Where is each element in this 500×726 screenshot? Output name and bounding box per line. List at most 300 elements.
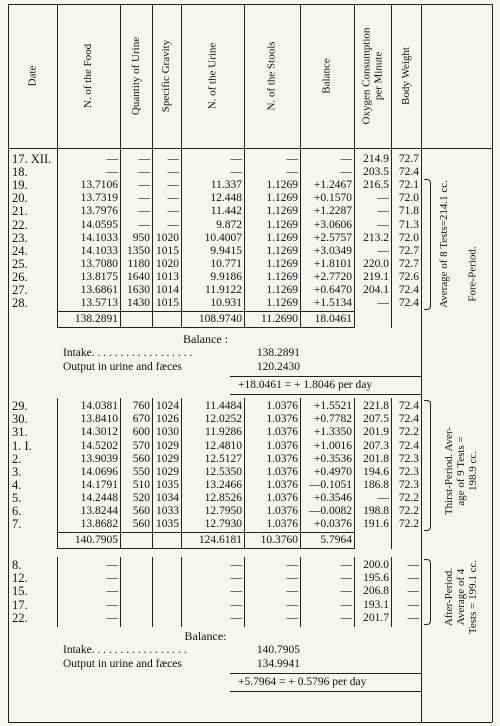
cell-n-stools: 1.1269	[266, 192, 298, 205]
cell-sp-gravity	[152, 612, 179, 625]
cell-n-urine: 11.442	[210, 205, 242, 218]
cell-n-stools: 1.1269	[266, 284, 298, 296]
cell-n-stools: 1.0376	[266, 426, 298, 439]
cell-n-urine: 12.5127	[204, 452, 242, 465]
cell-body-weight: 72.2	[398, 426, 419, 439]
cell-body-weight: 72.2	[398, 518, 419, 531]
cell-qty-urine: 1180	[127, 257, 150, 270]
header-label: N. of the Stools	[266, 41, 278, 111]
cell-n-urine: 12.4810	[204, 439, 242, 452]
fore-balance-title: Balance :	[183, 332, 228, 347]
cell-balance: +1.5134	[313, 297, 352, 310]
cell-sp-gravity	[152, 585, 179, 598]
col-rule-end-0	[421, 4, 422, 328]
cell-oxygen: 198.8	[363, 505, 389, 517]
bottom-rule	[8, 722, 492, 723]
cell-qty-urine: 1430	[127, 297, 150, 310]
header-line: per Minute	[372, 51, 385, 101]
cell-date: 12.	[12, 571, 28, 586]
cell-body-weight: 72.2	[398, 505, 419, 517]
cell-n-urine: 10.771	[210, 257, 242, 270]
cell-body-weight: 72.3	[398, 478, 419, 491]
cell-body-weight: 72.2	[398, 491, 419, 504]
cell-oxygen: 219.1	[363, 270, 389, 283]
cell-qty-urine: 510	[132, 478, 150, 491]
header-qty-urine	[120, 6, 152, 146]
cell-n-urine: —	[230, 559, 242, 572]
cell-n-food: 13.8175	[80, 270, 118, 283]
cell-n-food: 13.7319	[80, 192, 118, 205]
fore-total-n-stools: 11.2690	[261, 313, 298, 326]
final-balance-bottom-rule	[230, 691, 421, 692]
cell-balance: +1.8101	[313, 257, 352, 270]
header-label: N. of the Urine	[206, 42, 219, 110]
after-period-label-line: After-Period.	[443, 567, 456, 627]
cell-n-stools: —	[286, 611, 298, 624]
cell-qty-urine: 550	[132, 465, 150, 478]
cell-body-weight: 72.4	[398, 413, 419, 426]
cell-n-food: 14.0595	[80, 218, 118, 231]
fore-period-label-text	[467, 246, 479, 301]
cell-n-urine: 10.4007	[204, 231, 242, 244]
thirst-total-n-stools: 10.3760	[260, 534, 298, 547]
cell-oxygen: —	[377, 218, 389, 231]
cell-sp-gravity: 1026	[156, 413, 179, 426]
cell-n-urine: 12.5350	[204, 465, 242, 478]
cell-body-weight: —	[407, 585, 419, 598]
cell-n-stools: —	[286, 598, 298, 611]
cell-body-weight: —	[407, 572, 419, 585]
cell-sp-gravity: 1015	[156, 297, 179, 310]
cell-date: 30.	[12, 412, 28, 427]
cell-n-urine: 9.9186	[210, 270, 242, 283]
cell-sp-gravity: —	[167, 192, 179, 205]
cell-sp-gravity: 1034	[156, 491, 179, 504]
cell-n-stools: 1.1269	[266, 231, 298, 244]
cell-n-stools: 1.1269	[266, 244, 298, 257]
cell-body-weight: —	[407, 559, 419, 572]
cell-date: 1. I.	[12, 438, 32, 453]
cell-qty-urine	[120, 572, 150, 585]
final-balance-rule	[230, 673, 421, 674]
after-period-label-text	[443, 560, 479, 634]
fore-total-n-food: 138.2891	[74, 313, 118, 326]
cell-n-food: 14.0381	[80, 400, 118, 413]
cell-n-stools: —	[286, 153, 298, 165]
cell-n-stools: —	[286, 559, 298, 572]
side-rule-c	[421, 549, 422, 557]
cell-body-weight: 72.4	[398, 400, 419, 413]
side-rule-d	[492, 549, 493, 557]
fore-intake-value: 138.2891	[256, 347, 300, 360]
side-rule-e	[421, 627, 422, 722]
cell-oxygen: 221.8	[363, 400, 389, 413]
cell-body-weight: 72.4	[398, 439, 419, 452]
cell-n-urine: 12.0252	[204, 413, 242, 426]
cell-balance: +1.5521	[313, 400, 352, 413]
cell-n-food: —	[106, 598, 118, 611]
cell-n-food: —	[106, 611, 118, 624]
cell-sp-gravity: —	[167, 153, 179, 165]
cell-n-urine: 12.7930	[204, 518, 242, 531]
side-rule-a	[421, 328, 422, 398]
cell-qty-urine	[120, 559, 150, 572]
cell-body-weight: 72.4	[398, 297, 419, 310]
cell-qty-urine	[120, 599, 150, 612]
thirst-period-label	[433, 394, 489, 547]
header-line: Oxygen Consumption	[360, 27, 373, 125]
cell-balance: +0.0376	[313, 518, 352, 531]
fore-period-label	[458, 153, 488, 394]
cell-date: 22.	[12, 217, 28, 232]
after-period-label-line: Tests = 199.1 cc.	[467, 559, 480, 635]
after-period-label	[433, 557, 489, 637]
cell-n-stools: —	[286, 585, 298, 598]
cell-sp-gravity	[152, 559, 179, 572]
fore-output-value: 120.2430	[256, 361, 300, 374]
cell-sp-gravity: 1013	[156, 270, 179, 283]
cell-n-food: 13.5713	[80, 297, 118, 310]
cell-balance: +1.2287	[313, 205, 352, 218]
cell-n-stools: 1.1269	[266, 179, 298, 192]
cell-oxygen: 194.6	[363, 465, 389, 478]
cell-sp-gravity: 1014	[156, 284, 179, 296]
cell-n-stools: 1.1269	[266, 297, 298, 310]
cell-sp-gravity: 1035	[156, 478, 179, 491]
cell-qty-urine: 670	[132, 413, 150, 426]
cell-n-urine: —	[230, 611, 242, 624]
cell-sp-gravity: 1029	[156, 452, 179, 465]
cell-sp-gravity: 1020	[156, 257, 179, 270]
cell-oxygen: 216.5	[363, 179, 389, 192]
cell-n-stools: 1.0376	[266, 413, 298, 426]
cell-sp-gravity: 1035	[156, 518, 179, 531]
cell-date: 29.	[12, 399, 28, 414]
fore-intake-label: Intake. . . . . . . . . . . . . . . . . .	[63, 347, 193, 360]
cell-oxygen: 220.0	[363, 257, 389, 270]
cell-n-food: 14.1791	[80, 478, 118, 491]
cell-qty-urine: 760	[132, 400, 150, 413]
cell-n-food: 13.7106	[80, 179, 118, 192]
cell-balance: +3.0349	[313, 244, 352, 257]
cell-balance: —	[340, 166, 352, 179]
cell-date: 8.	[12, 558, 22, 573]
final-output-label: Output in urine and fæces	[63, 657, 182, 670]
fore-period-label-line: Fore-Period.	[467, 245, 480, 302]
after-brace	[424, 559, 431, 625]
thirst-brace	[424, 400, 431, 531]
cell-n-food: 14.1033	[80, 244, 118, 257]
cell-date: 17.	[12, 597, 28, 612]
cell-date: 23.	[12, 230, 28, 245]
cell-n-stools: 1.0376	[266, 439, 298, 452]
cell-n-food: —	[106, 585, 118, 598]
col-rule-outer-1	[492, 398, 493, 549]
cell-date: 21.	[12, 204, 28, 219]
cell-n-urine: 11.9122	[205, 284, 242, 296]
cell-qty-urine: 560	[132, 518, 150, 531]
final-intake-value: 140.7905	[256, 643, 300, 656]
col-rule-end-2	[421, 557, 422, 627]
cell-n-urine: 11.9286	[205, 426, 242, 439]
cell-date: 2.	[12, 451, 22, 466]
cell-body-weight: 72.7	[398, 244, 419, 257]
final-balance-result: +5.7964 = + 0.5796 per day	[238, 675, 367, 688]
cell-sp-gravity: 1029	[156, 439, 179, 452]
cell-n-urine: 11.337	[210, 179, 242, 192]
header-body-weight	[391, 6, 421, 146]
cell-oxygen: 206.8	[363, 585, 389, 598]
cell-date: 27.	[12, 283, 28, 297]
cell-oxygen: 200.0	[363, 559, 389, 572]
cell-n-food: 13.8682	[80, 518, 118, 531]
cell-balance: —	[340, 559, 352, 572]
cell-n-food: 14.2448	[80, 491, 118, 504]
cell-date: 20.	[12, 191, 28, 206]
cell-date: 17. XII.	[12, 152, 52, 166]
cell-body-weight: 72.4	[398, 166, 419, 179]
thirst-period-label-line: Thirst-Period. Aver-	[443, 426, 456, 515]
cell-date: 6.	[12, 504, 22, 518]
cell-sp-gravity: —	[167, 218, 179, 231]
cell-oxygen: 186.8	[363, 478, 389, 491]
cell-qty-urine: 560	[132, 505, 150, 517]
cell-n-urine: 12.8526	[204, 491, 242, 504]
fore-balance-bottom-rule	[230, 394, 421, 395]
col-rule-outer-0	[492, 4, 493, 328]
cell-n-urine: —	[230, 598, 242, 611]
cell-sp-gravity	[152, 599, 179, 612]
thirst-total-balance: 5.7964	[320, 534, 352, 547]
cell-date: 18.	[12, 165, 28, 180]
cell-n-stools: —	[286, 572, 298, 585]
cell-n-food: —	[106, 572, 118, 585]
cell-date: 26.	[12, 269, 28, 284]
cell-balance: +0.1570	[313, 192, 352, 205]
cell-n-stools: 1.0376	[266, 518, 298, 531]
cell-balance: —	[340, 598, 352, 611]
header-n-urine	[181, 6, 244, 146]
cell-balance: +0.4970	[313, 465, 352, 478]
cell-sp-gravity	[152, 572, 179, 585]
cell-date: 5.	[12, 490, 22, 505]
cell-sp-gravity: 1033	[156, 505, 179, 517]
cell-n-stools: 1.0376	[266, 465, 298, 478]
fore-total-n-urine: 108.9740	[198, 313, 242, 326]
cell-n-urine: —	[230, 166, 242, 179]
cell-n-urine: 12.448	[210, 192, 242, 205]
cell-oxygen: 195.6	[363, 572, 389, 585]
cell-body-weight: 72.3	[398, 465, 419, 478]
thirst-totals-bottom-rule	[57, 548, 354, 549]
cell-n-urine: 9.9415	[210, 244, 242, 257]
cell-body-weight: —	[407, 611, 419, 624]
cell-sp-gravity: 1030	[156, 426, 179, 439]
col-rule-end-1	[421, 398, 422, 549]
cell-body-weight: 72.4	[398, 284, 419, 296]
cell-oxygen: —	[377, 491, 389, 504]
cell-n-stools: 1.1269	[266, 270, 298, 283]
cell-n-urine: —	[230, 153, 242, 165]
final-balance-title: Balance:	[184, 628, 227, 643]
cell-body-weight: 72.7	[398, 153, 419, 165]
cell-n-food: 14.5202	[80, 439, 118, 452]
header-oxygen	[354, 6, 391, 146]
cell-sp-gravity: 1020	[156, 231, 179, 244]
cell-date: 31.	[12, 425, 28, 440]
cell-n-food: —	[106, 153, 118, 165]
cell-balance: —	[340, 611, 352, 624]
cell-n-food: 14.0696	[80, 465, 118, 478]
cell-oxygen: 201.7	[363, 611, 389, 624]
cell-date: 22.	[12, 610, 28, 625]
cell-balance: —0.0082	[308, 505, 352, 517]
cell-qty-urine: —	[138, 205, 150, 218]
fore-average-label-text	[438, 180, 450, 308]
cell-n-stools: 1.0376	[266, 478, 298, 491]
thirst-total-n-urine: 124.6181	[198, 534, 242, 547]
cell-n-food: 13.7080	[80, 257, 118, 270]
cell-oxygen: 201.9	[363, 426, 389, 439]
header-label: N. of the Food	[82, 43, 95, 109]
side-rule-f	[492, 627, 493, 722]
cell-body-weight: —	[407, 598, 419, 611]
cell-date: 24.	[12, 243, 28, 258]
cell-balance: —	[340, 153, 352, 165]
thirst-period-label-text	[443, 427, 479, 515]
cell-qty-urine: —	[138, 192, 150, 205]
cell-balance: +0.3536	[313, 452, 352, 465]
top-rule	[8, 4, 492, 5]
cell-n-stools: 1.1269	[266, 205, 298, 218]
cell-body-weight: 72.1	[398, 179, 419, 192]
header-sp-gravity	[152, 6, 181, 146]
cell-body-weight: 72.6	[398, 270, 419, 283]
cell-balance: +1.2467	[313, 179, 352, 192]
cell-n-food: 13.8244	[80, 505, 118, 517]
cell-n-urine: 10.931	[210, 297, 242, 310]
side-rule-b	[492, 328, 493, 398]
final-output-value: 134.9941	[256, 657, 300, 670]
cell-date: 19.	[12, 178, 28, 193]
cell-qty-urine: 570	[132, 439, 150, 452]
cell-date: 15.	[12, 584, 28, 599]
fore-total-balance: 18.0461	[314, 313, 352, 326]
header-n-stools	[244, 6, 300, 146]
cell-balance: —	[340, 572, 352, 585]
cell-balance: —	[340, 585, 352, 598]
header-label: Specific Gravity	[160, 39, 173, 113]
cell-qty-urine: 1640	[127, 270, 150, 283]
fore-brace	[424, 179, 431, 310]
cell-balance: —0.1051	[308, 478, 352, 491]
cell-oxygen: —	[377, 205, 389, 218]
cell-n-food: 14.3012	[80, 426, 118, 439]
cell-n-food: 13.8410	[80, 413, 118, 426]
cell-body-weight: 72.0	[398, 231, 419, 244]
cell-n-urine: 13.2466	[204, 478, 242, 491]
cell-qty-urine: 1350	[127, 244, 150, 257]
final-intake-label: Intake. . . . . . . . . . . . . . . . .	[63, 643, 187, 656]
thirst-totals-rule	[57, 532, 354, 533]
cell-qty-urine: 560	[132, 452, 150, 465]
cell-n-stools: —	[286, 166, 298, 179]
cell-qty-urine: 950	[132, 231, 150, 244]
cell-n-food: 14.1033	[80, 231, 118, 244]
cell-qty-urine: —	[138, 166, 150, 179]
cell-qty-urine: —	[138, 218, 150, 231]
cell-oxygen: 207.5	[363, 413, 389, 426]
fore-output-label: Output in urine and fæces	[63, 361, 182, 374]
cell-sp-gravity: 1029	[156, 465, 179, 478]
cell-body-weight: 72.3	[398, 452, 419, 465]
cell-date: 25.	[12, 256, 28, 271]
cell-n-food: 13.9039	[80, 452, 118, 465]
cell-qty-urine: 520	[132, 491, 150, 504]
cell-oxygen: 207.3	[363, 439, 389, 452]
header-label: Body Weight	[400, 47, 413, 105]
fore-average-label	[433, 179, 455, 308]
col-rule-outer-2	[492, 557, 493, 627]
cell-n-urine: —	[230, 572, 242, 585]
cell-balance: +0.3546	[313, 491, 352, 504]
header-label	[361, 28, 385, 125]
cell-balance: +0.7782	[313, 413, 352, 426]
cell-balance: +0.6470	[313, 284, 352, 296]
cell-oxygen: —	[377, 192, 389, 205]
cell-sp-gravity: —	[167, 179, 179, 192]
thirst-period-label-line: 198.9 cc.	[467, 450, 480, 491]
header-label: Quantity of Urine	[130, 36, 143, 116]
header-balance	[300, 6, 354, 146]
cell-date: 4.	[12, 477, 22, 492]
cell-n-urine: 12.7950	[204, 505, 242, 517]
fore-balance-result: +18.0461 = + 1.8046 per day	[238, 379, 373, 392]
fore-balance-rule	[230, 376, 421, 377]
cell-qty-urine: —	[138, 153, 150, 165]
cell-balance: +1.0016	[313, 439, 352, 452]
header-date	[8, 6, 57, 146]
cell-oxygen: 204.1	[363, 284, 389, 296]
cell-date: 7.	[12, 517, 22, 532]
cell-n-food: 13.7976	[80, 205, 118, 218]
left-outer-rule	[8, 4, 9, 722]
cell-body-weight: 71.3	[398, 218, 419, 231]
cell-body-weight: 72.7	[398, 257, 419, 270]
cell-balance: +2.5757	[313, 231, 352, 244]
cell-n-food: —	[106, 166, 118, 179]
cell-oxygen: 203.5	[363, 166, 389, 179]
cell-n-urine: 9.872	[216, 218, 242, 231]
after-period-label-line: Average of 4	[455, 568, 468, 626]
header-rule	[8, 148, 492, 149]
cell-sp-gravity: 1024	[156, 400, 179, 413]
cell-n-stools: 1.1269	[266, 257, 298, 270]
cell-body-weight: 71.8	[398, 205, 419, 218]
cell-date: 28.	[12, 296, 28, 311]
cell-oxygen: 193.1	[363, 598, 389, 611]
cell-qty-urine: 600	[132, 426, 150, 439]
cell-oxygen: 213.2	[363, 231, 389, 244]
cell-n-stools: 1.0376	[266, 491, 298, 504]
cell-balance: +2.7720	[313, 270, 352, 283]
header-label: Date	[26, 65, 39, 87]
cell-n-urine: 11.4484	[205, 400, 242, 413]
cell-qty-urine: 1630	[127, 284, 150, 296]
fore-totals-rule	[57, 311, 354, 312]
cell-date: 3.	[12, 464, 22, 479]
cell-balance: +3.0606	[313, 218, 352, 231]
